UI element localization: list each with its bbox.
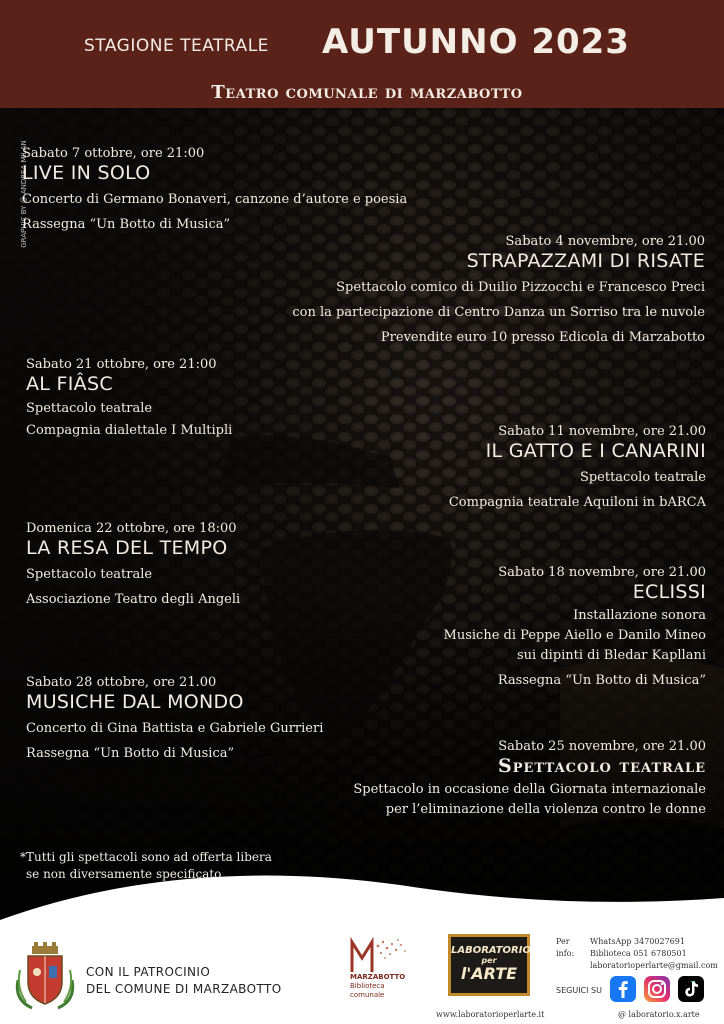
event-line: Compagnia dialettale I Multipli — [26, 423, 233, 438]
graphic-credit: GRAPHIC BY @ ANDREA MILAN — [20, 140, 28, 248]
laboratorio-logo — [448, 934, 530, 996]
laboratorio-website-link[interactable]: www.laboratorioperlarte.it — [436, 1010, 545, 1019]
footnote-line: se non diversamente specificato — [26, 867, 222, 881]
event-line: per l’eliminazione della violenza contro le donne — [385, 802, 706, 817]
event-line: Concerto di Germano Bonaveri, canzone d’autore e poesia — [22, 192, 408, 207]
event-live-in-solo — [22, 146, 482, 237]
event-title: LIVE IN SOLO — [22, 162, 151, 184]
patronage-text — [86, 964, 282, 998]
event-line: sui dipinti di Bledar Kapllani — [517, 648, 706, 663]
header-banner — [0, 0, 724, 108]
event-line: Spettacolo teatrale — [579, 470, 706, 485]
event-title: IL GATTO E I CANARINI — [485, 440, 706, 462]
patronage-line: CON IL PATROCINIO — [86, 965, 211, 979]
instagram-icon[interactable] — [644, 976, 670, 1002]
event-date: Sabato 28 ottobre, ore 21.00 — [26, 675, 217, 690]
event-date: Sabato 18 novembre, ore 21.00 — [498, 565, 706, 580]
library-text — [350, 973, 424, 1000]
event-date: Sabato 11 novembre, ore 21.00 — [498, 424, 706, 439]
event-title: STRAPAZZAMI DI RISATE — [466, 250, 705, 272]
event-line: Compagnia teatrale Aquiloni in bARCA — [448, 495, 706, 510]
facebook-icon[interactable] — [610, 976, 636, 1002]
event-line: Spettacolo teatrale — [26, 401, 153, 416]
event-la-resa-del-tempo — [26, 521, 346, 612]
follow-label: SEGUICI SU — [556, 986, 602, 995]
event-title: MUSICHE DAL MONDO — [26, 691, 244, 713]
season-label: STAGIONE TEATRALE — [84, 36, 269, 56]
event-date: Sabato 4 novembre, ore 21.00 — [505, 234, 705, 249]
footnote-line: *Tutti gli spettacoli sono ad offerta libera — [20, 850, 272, 864]
event-line: Installazione sonora — [573, 608, 706, 623]
event-line: Rassegna “Un Botto di Musica” — [497, 673, 706, 688]
lab-logo-line: LABORATORIO — [451, 945, 531, 956]
footer — [0, 928, 724, 1024]
event-line: Spettacolo comico di Duilio Pizzocchi e Francesco Preci — [336, 280, 705, 295]
event-il-gatto-e-i-canarini — [330, 424, 706, 515]
event-title: ECLISSI — [632, 581, 706, 603]
event-title: AL FIÂSC — [26, 373, 113, 395]
library-sub: comunale — [350, 991, 385, 999]
venue-title: Teatro comunale di marzabotto — [211, 82, 523, 103]
event-date: Domenica 22 ottobre, ore 18:00 — [26, 521, 237, 536]
event-line: Rassegna “Un Botto di Musica” — [22, 217, 231, 232]
social-handle-link[interactable]: @ laboratorio.x.arte — [618, 1010, 700, 1019]
tiktok-icon[interactable] — [678, 976, 704, 1002]
event-date: Sabato 21 ottobre, ore 21:00 — [26, 357, 217, 372]
event-title: LA RESA DEL TEMPO — [26, 537, 228, 559]
event-title: Spettacolo teatrale — [498, 755, 706, 777]
library-logo-icon — [350, 936, 410, 974]
event-al-fiasc — [26, 357, 346, 442]
event-line: Prevendite euro 10 presso Edicola di Marzabotto — [380, 330, 705, 345]
library-sub: Biblioteca — [350, 982, 385, 990]
event-line: Associazione Teatro degli Angeli — [26, 592, 241, 607]
event-line: Spettacolo in occasione della Giornata internazionale — [353, 782, 706, 797]
event-spettacolo-teatrale — [290, 739, 706, 820]
event-date: Sabato 25 novembre, ore 21.00 — [498, 739, 706, 754]
event-strapazzami-di-risate — [200, 234, 705, 350]
event-line: con la partecipazione di Centro Danza un Sorriso tra le nuvole — [292, 305, 705, 320]
library-name: MARZABOTTO — [350, 973, 406, 981]
event-date: Sabato 7 ottobre, ore 21:00 — [22, 146, 205, 161]
event-line: Musiche di Peppe Aiello e Danilo Mineo — [443, 628, 706, 643]
lab-logo-line: l'ARTE — [460, 964, 518, 983]
event-line: Rassegna “Un Botto di Musica” — [26, 746, 235, 761]
info-library-phone: Biblioteca 051 6780501 — [590, 949, 687, 958]
lab-logo-line: per — [481, 956, 497, 965]
season-title: AUTUNNO 2023 — [322, 22, 630, 62]
footnote — [20, 849, 272, 883]
info-label: Per info: — [556, 937, 575, 958]
patronage-line: DEL COMUNE DI MARZABOTTO — [86, 982, 282, 996]
event-line: Spettacolo teatrale — [26, 567, 153, 582]
info-email: laboratorioperlarte@gmail.com — [590, 961, 718, 970]
coat-of-arms-icon — [12, 940, 78, 1012]
info-whatsapp: WhatsApp 3470027691 — [590, 937, 685, 946]
event-line: Concerto di Gina Battista e Gabriele Gurrieri — [26, 721, 324, 736]
